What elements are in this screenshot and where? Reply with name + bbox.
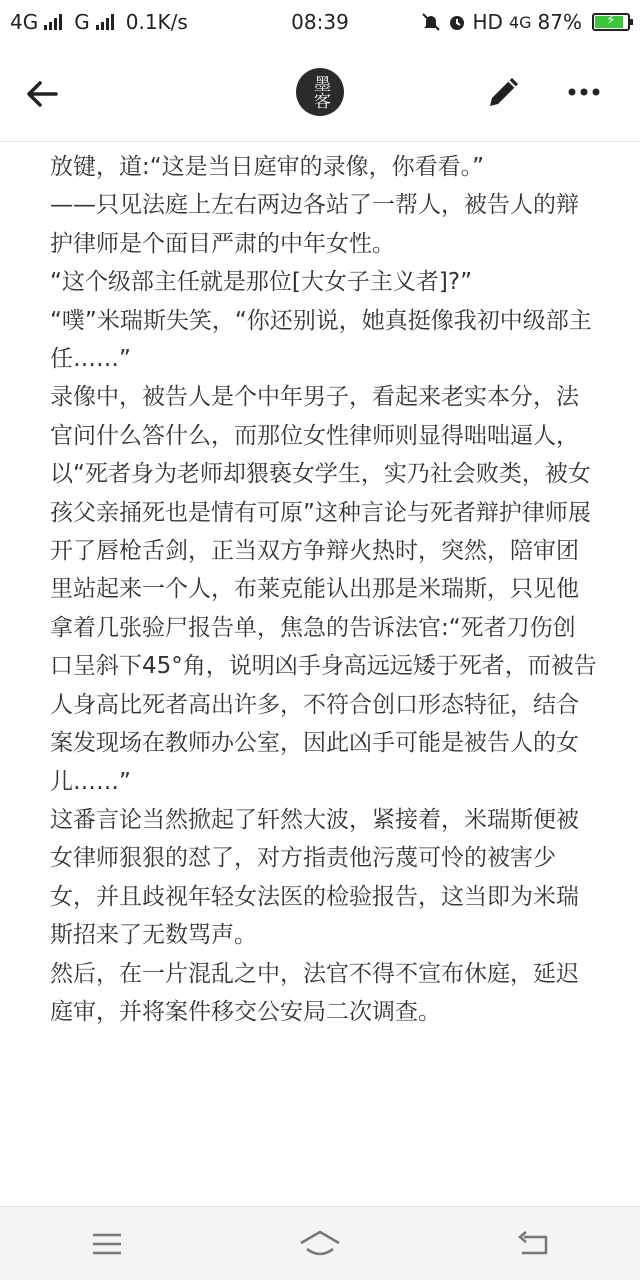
- network-type-3: 4G: [508, 12, 532, 32]
- battery-percent: 87%: [537, 10, 582, 34]
- hd-label: HD: [472, 10, 503, 34]
- status-bar: [0, 0, 640, 44]
- back-arrow-icon[interactable]: [22, 74, 62, 114]
- network-type-1: 4G: [10, 10, 39, 34]
- charging-bolt-icon: ⚡: [606, 13, 616, 28]
- signal-strength-icon-2: [96, 14, 114, 30]
- network-type-2: G: [74, 10, 90, 34]
- app-header: [0, 44, 640, 142]
- article-paragraph: 放键，道:“这是当日庭审的录像，你看看。”: [50, 154, 485, 180]
- edit-pencil-icon[interactable]: [482, 70, 526, 114]
- system-nav-bar: [0, 1206, 640, 1280]
- article-paragraph: “这个级部主任就是那位[大女子主义者]?”: [50, 269, 472, 296]
- article-paragraph: ——只见法庭上左右两边各站了一帮人，被告人的辩护律师是个面目严肃的中年女性。: [50, 192, 579, 257]
- status-left: [10, 10, 188, 34]
- article-paragraph: 然后，在一片混乱之中，法官不得不宣布休庭，延迟庭审，并将案件移交公安局二次调查。: [50, 960, 579, 1025]
- mute-bell-icon: [421, 12, 441, 32]
- signal-strength-icon: [44, 14, 62, 30]
- menu-icon[interactable]: [77, 1219, 137, 1269]
- app-logo: 墨客: [296, 68, 344, 116]
- article-paragraph: 这番言论当然掀起了轩然大波，紧接着，米瑞斯便被女律师狠狠的怼了，对方指责他污蔑可怜的被害少女，并且歧视年轻女法医的检验报告，这当即为米瑞斯招来了无数骂声。: [50, 806, 579, 949]
- alarm-clock-icon: [447, 12, 467, 32]
- article-body: [50, 148, 598, 1031]
- home-icon[interactable]: [290, 1219, 350, 1269]
- battery-icon: [592, 13, 630, 31]
- status-right: [421, 10, 630, 34]
- article-paragraph: 录像中，被告人是个中年男子，看起来老实本分，法官问什么答什么，而那位女性律师则显得咄咄逼人，以“死者身为老师却猥亵女学生，实乃社会败类，被女孩父亲捅死也是情有可原”这种言论与死者辩护律师展开了唇枪舌剑，正当双方争辩火热时，突然，陪审团里站起来一个人，布莱克能认出那是米瑞斯，只见他拿着几张验尸报告单，焦急的告诉法官:“死者刀伤创口呈斜下45°角，说明凶手身高远远矮于死者，而被告人身高比死者高出许多，不符合创口形态特征，结合案发现场在教师办公室，因此凶手可能是被告人的女儿……”: [50, 384, 597, 795]
- back-icon[interactable]: [503, 1219, 563, 1269]
- network-speed: 0.1K/s: [125, 10, 188, 34]
- more-dots-icon[interactable]: [562, 72, 606, 112]
- clock-time: 08:39: [291, 10, 349, 34]
- article-paragraph: “噗”米瑞斯失笑，“你还别说，她真挺像我初中级部主任……”: [50, 307, 592, 373]
